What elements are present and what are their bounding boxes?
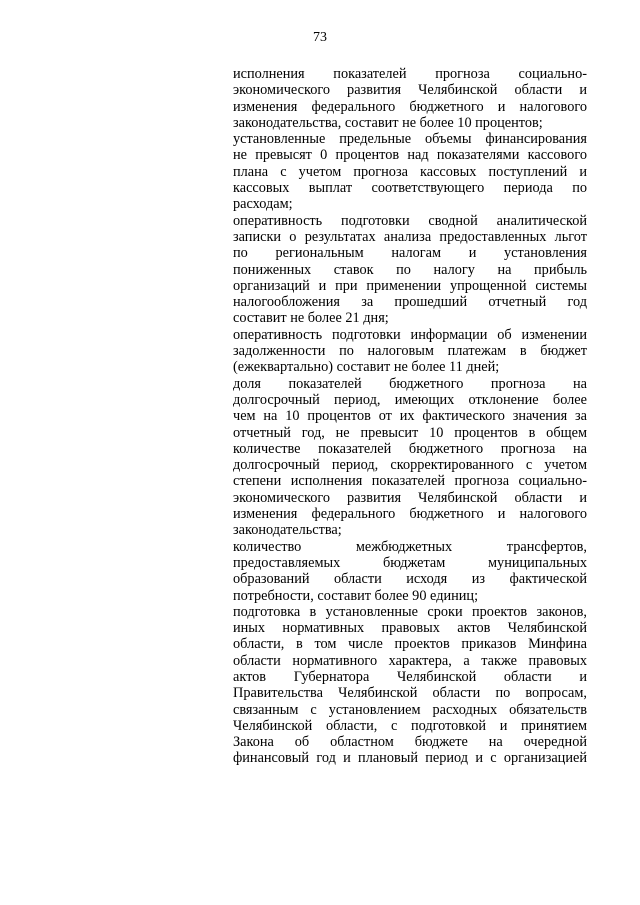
text-line: экономического развития Челябинской области и [233,82,587,99]
text-line: составит не более 21 дня; [233,310,389,327]
text-line: экономического развития Челябинской области и [233,489,587,506]
document-body [233,66,587,767]
text-line: изменения федерального бюджетного и налогового [233,506,587,523]
text-line: доля показателей бюджетного прогноза на [233,375,587,392]
text-line: законодательства; [233,522,342,539]
text-line: кассовых выплат соответствующего периода по [233,180,587,197]
text-line: налогообложения за прошедший отчетный год [233,294,587,311]
text-line: отчетный год, не превысит 10 процентов в общем [233,424,587,441]
text-line: пониженных ставок по налогу на прибыль [233,261,587,278]
text-line: иных нормативных правовых актов Челябинской [233,620,587,637]
text-line: степени исполнения показателей прогноза социально- [233,473,587,490]
text-line: чем на 10 процентов от их фактического значения за [233,408,587,425]
text-line: предоставляемых бюджетам муниципальных [233,554,587,571]
text-line: потребности, составит более 90 единиц; [233,587,479,604]
text-line: долгосрочный период, имеющих отклонение более [233,391,587,408]
text-line: долгосрочный период, скорректированного с учетом [233,457,587,474]
text-line: организаций и при применении упрощенной системы [233,277,587,294]
text-line: исполнения показателей прогноза социально- [233,66,587,82]
text-line: количество межбюджетных трансфертов, [233,538,587,555]
text-line: Закона об областном бюджете на очередной [233,734,587,751]
text-line: области нормативного характера, а также правовых [233,652,587,669]
text-line: образований области исходя из фактической [233,571,587,588]
text-line: оперативность подготовки сводной аналитической [233,212,587,229]
text-line: установленные предельные объемы финансирования [233,131,587,148]
text-line: актов Губернатора Челябинской области и [233,668,587,685]
text-line: оперативность подготовки информации об изменении [233,326,587,343]
text-line: количестве показателей бюджетного прогноза на [233,440,587,457]
page-number: 73 [313,30,327,45]
text-line: Правительства Челябинской области по вопросам, [233,685,587,702]
text-line: подготовка в установленные сроки проектов законов, [233,603,587,620]
text-line: изменения федерального бюджетного и налогового [233,98,587,115]
text-line: области, в том числе проектов приказов Минфина [233,636,587,653]
text-line: связанным с установлением расходных обязательств [233,701,587,718]
text-line: законодательства, составит не более 10 процентов; [233,114,543,131]
text-line: Челябинской области, с подготовкой и принятием [233,717,587,734]
text-line: по региональным налогам и установления [233,245,587,262]
text-line: (ежеквартально) составит не более 11 дней; [233,359,500,376]
text-line: не превысят 0 процентов над показателями кассового [233,147,587,164]
text-line: расходам; [233,196,293,213]
text-line: задолженности по налоговым платежам в бюджет [233,343,587,360]
text-line: плана с учетом прогноза кассовых поступлений и [233,163,587,180]
text-line: записки о результатах анализа предоставленных льгот [233,228,587,245]
text-line: финансовый год и плановый период и с организацией [233,750,587,767]
